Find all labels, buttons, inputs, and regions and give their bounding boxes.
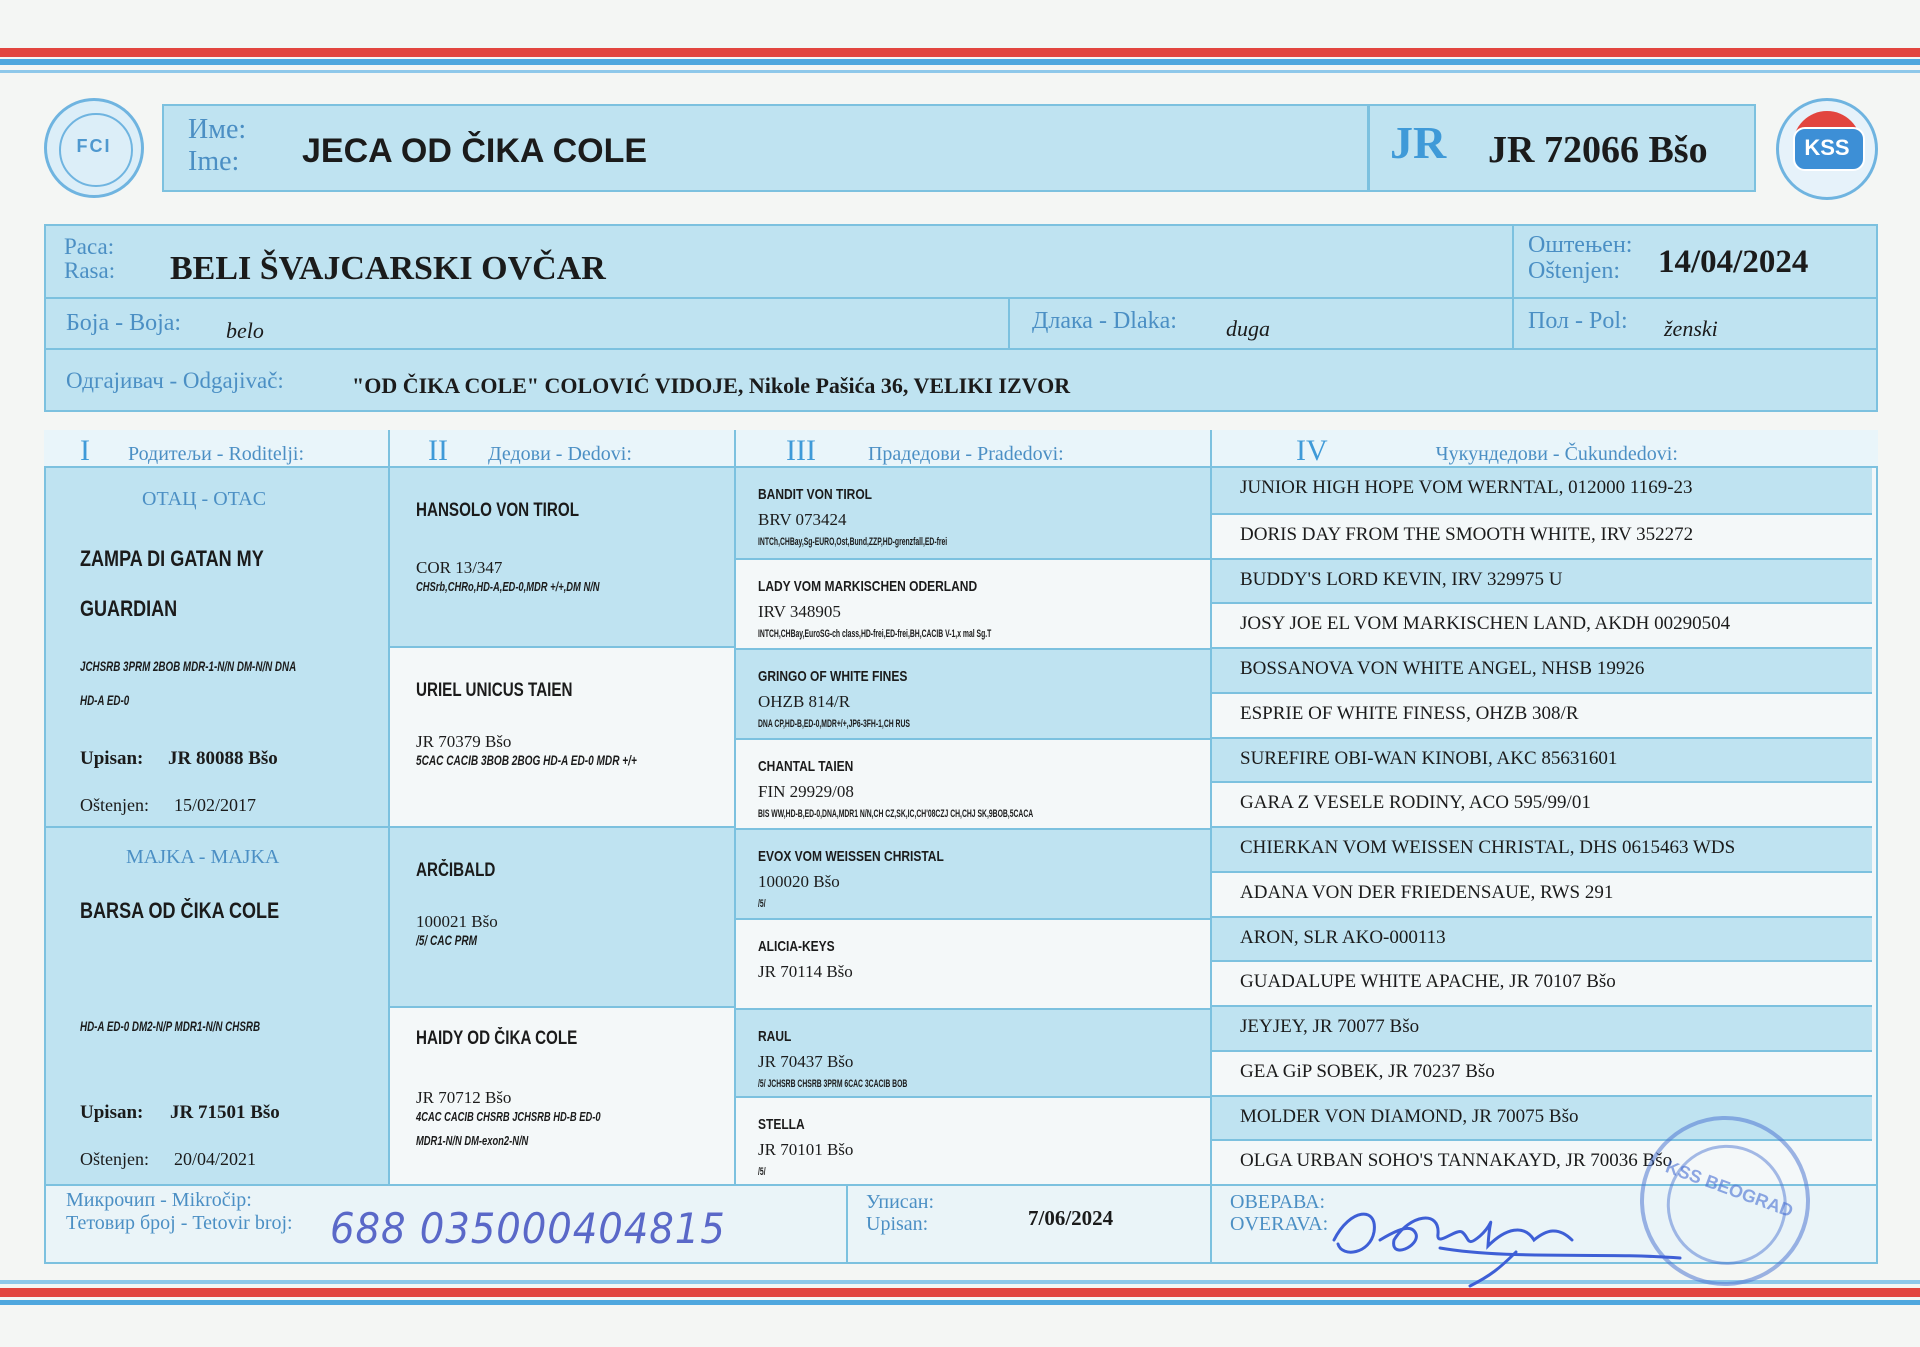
verify-label-lat: OVERAVA: xyxy=(1230,1213,1329,1235)
great-grandparent-cell xyxy=(736,1096,1210,1184)
great-grandparent-titles: INTCH,CHBay,EuroSG-ch class,HD-frei,ED-frei,BH,CACIB V-1,x mal Sg.T xyxy=(758,628,992,640)
great-grandparent-cell xyxy=(736,468,1210,558)
gen-header-1 xyxy=(80,434,304,468)
dam-titles-line xyxy=(80,1018,337,1036)
sire-name-line1 xyxy=(80,546,304,572)
breeder-label: Одгајивач - Odgajivač: xyxy=(66,368,284,393)
great-great-grandparent-row xyxy=(1212,602,1872,647)
dam-upisan-label: Upisan: xyxy=(80,1102,144,1123)
great-great-grandparent-name: JEYJEY, JR 70077 Bšo xyxy=(1240,1016,1420,1037)
great-great-grandparent-name: GEA GiP SOBEK, JR 70237 Bšo xyxy=(1240,1060,1495,1082)
grandparent-1-reg: COR 13/347 xyxy=(416,558,503,577)
breeder-value: "OD ČIKA COLE" COLOVIĆ VIDOJE, Nikole Pašića 36, VELIKI IZVOR xyxy=(352,373,1071,398)
great-grandparent-cell xyxy=(736,738,1210,828)
dam-name-line xyxy=(80,898,323,924)
great-grandparent-reg: BRV 073424 xyxy=(758,510,847,529)
coat-divider xyxy=(1008,297,1010,349)
great-great-grandparent-row xyxy=(1212,1005,1872,1050)
great-grandparent-titles: /5/ xyxy=(758,898,766,910)
grandparent-2-reg: JR 70379 Bšo xyxy=(416,732,512,751)
coat-label: Длака - Dlaka: xyxy=(1032,308,1177,334)
great-great-grandparent-name: BOSSANOVA VON WHITE ANGEL, NHSB 19926 xyxy=(1240,658,1645,679)
born-label-lat: Oštenjen: xyxy=(1528,258,1620,284)
great-great-grandparent-row xyxy=(1212,737,1872,782)
sire-name-line2 xyxy=(80,596,199,622)
great-great-grandparent-name: CHIERKAN VOM WEISSEN CHRISTAL, DHS 0615463 WDS xyxy=(1240,837,1736,858)
top-blue-stripe-thin xyxy=(0,70,1920,73)
sire-born: 15/02/2017 xyxy=(174,795,257,815)
name-label-lat: Ime: xyxy=(188,146,240,177)
grandparent-4-titles: 4CAC CACIB CHSRB JCHSRB HD-B ED-0 xyxy=(416,1109,601,1124)
dam-titles: HD-A ED-0 DM2-N/P MDR1-N/N CHSRB xyxy=(80,1018,261,1034)
great-grandparent-titles: BIS WW,HD-B,ED-0,DNA,MDR1 N/N,CH CZ,SK,IC,CH'08CZJ CH,CHJ SK,9BOB,5CACA xyxy=(758,808,1034,820)
great-great-grandparent-row xyxy=(1212,781,1872,826)
great-grandparent-reg: JR 70114 Bšo xyxy=(758,962,853,981)
footer-divider-2 xyxy=(1210,1184,1212,1264)
gen-header-3 xyxy=(786,434,1064,468)
breed-row-line xyxy=(44,297,1878,299)
great-great-grandparent-name: DORIS DAY FROM THE SMOOTH WHITE, IRV 352272 xyxy=(1240,523,1694,545)
great-great-grandparent-row xyxy=(1212,916,1872,961)
signature xyxy=(1320,1188,1740,1298)
registration-number: JR 72066 Bšo xyxy=(1488,129,1708,171)
great-great-grandparent-row xyxy=(1212,871,1872,916)
dam-name: BARSA OD ČIKA COLE xyxy=(80,898,280,923)
grandparent-1-titles: CHSrb,CHRo,HD-A,ED-0,MDR +/+,DM N/N xyxy=(416,579,600,594)
great-grandparent-reg: 100020 Bšo xyxy=(758,872,840,891)
jr-label: JR xyxy=(1390,117,1447,168)
gen-label-3: Прадедови - Pradedovi: xyxy=(867,443,1064,465)
fci-logo-text: FCI xyxy=(76,136,112,156)
great-great-grandparent-name: ARON, SLR AKO-000113 xyxy=(1240,926,1446,948)
great-grandparent-name: RAUL xyxy=(758,1028,792,1045)
sire-titles-2: HD-A ED-0 xyxy=(80,692,130,708)
great-grandparent-titles: /5/ JCHSRB CHSRB 3PRM 6CAC 3CACIB BOB xyxy=(758,1078,908,1090)
breed-label-lat: Rasa: xyxy=(64,258,116,283)
great-grandparent-cell xyxy=(736,1008,1210,1096)
great-grandparent-name: EVOX VOM WEISSEN CHRISTAL xyxy=(758,848,944,865)
bottom-blue-stripe-2 xyxy=(0,1300,1920,1305)
grandparent-4 xyxy=(416,1028,672,1150)
sire-upisan: JR 80088 Bšo xyxy=(168,748,278,769)
chip-value: 688 035000404815 xyxy=(330,1204,726,1253)
gen-label-4: Чукундедови - Čukundedovi: xyxy=(1435,443,1678,465)
great-great-grandparent-row xyxy=(1212,647,1872,692)
great-grandparent-name: LADY VOM MARKISCHEN ODERLAND xyxy=(758,578,978,595)
grandparent-3-name: ARČIBALD xyxy=(416,860,496,881)
great-great-grandparent-name: ADANA VON DER FRIEDENSAUE, RWS 291 xyxy=(1240,881,1614,903)
great-grandparent-titles: DNA CP,HD-B,ED-0,MDR+/+,JP6-3FH-1,CH RUS xyxy=(758,718,910,730)
grandparent-4-reg: JR 70712 Bšo xyxy=(416,1088,512,1107)
great-great-grandparent-row xyxy=(1212,826,1872,871)
born-label-cyr: Оштењен: xyxy=(1528,232,1633,258)
sire-titles-line2 xyxy=(80,692,150,710)
top-blue-stripe xyxy=(0,59,1920,65)
great-great-grandparent-row xyxy=(1212,1050,1872,1095)
color-label: Боја - Boja: xyxy=(66,310,182,336)
grandparent-divider-1 xyxy=(390,646,734,648)
sire-titles-line1 xyxy=(80,658,389,676)
great-great-grandparent-row xyxy=(1212,513,1872,558)
sire-upisan-label: Upisan: xyxy=(80,748,144,769)
great-grandparent-cell xyxy=(736,918,1210,1008)
great-grandparent-reg: FIN 29929/08 xyxy=(758,782,854,801)
sire-name-1: ZAMPA DI GATAN MY xyxy=(80,546,264,571)
breed-label-cyr: Раса: xyxy=(64,234,115,259)
great-grandparent-cell xyxy=(736,648,1210,738)
entered-label-lat: Upisan: xyxy=(866,1213,929,1235)
kss-stamp-text: KSS BEOGRAD xyxy=(1663,1156,1796,1222)
great-great-grandparent-name: OLGA URBAN SOHO'S TANNAKAYD, JR 70036 Bšo xyxy=(1240,1150,1673,1172)
dam-born: 20/04/2021 xyxy=(174,1149,257,1169)
sex-value: ženski xyxy=(1664,316,1718,341)
parent-divider xyxy=(44,826,390,828)
great-great-grandparent-name: ESPRIE OF WHITE FINESS, OHZB 308/R xyxy=(1240,702,1579,724)
great-great-grandparent-name: GUADALUPE WHITE APACHE, JR 70107 Bšo xyxy=(1240,971,1616,993)
dog-name: JECA OD ČIKA COLE xyxy=(302,132,648,170)
great-grandparent-name: BANDIT VON TIROL xyxy=(758,486,872,503)
great-grandparent-reg: JR 70437 Bšo xyxy=(758,1052,854,1071)
great-great-grandparent-row xyxy=(1212,468,1872,513)
sire-name-2: GUARDIAN xyxy=(80,596,178,621)
great-grandparent-titles: INTCh,CHBay,Sg-EURO,Ost,Bund,ZZP,HD-grenzfall,ED-frei xyxy=(758,536,948,548)
grandparent-2-name: URIEL UNICUS TAIEN xyxy=(416,680,573,701)
born-value: 14/04/2024 xyxy=(1658,244,1809,280)
gen-label-2: Дедови - Dedovi: xyxy=(487,443,632,465)
great-grandparent-cell xyxy=(736,558,1210,648)
great-great-grandparent-name: BUDDY'S LORD KEVIN, IRV 329975 U xyxy=(1240,568,1563,590)
grandparent-4-name: HAIDY OD ČIKA COLE xyxy=(416,1028,578,1049)
gen-num-4: IV xyxy=(1296,434,1328,467)
great-grandparent-name: GRINGO OF WHITE FINES xyxy=(758,668,908,685)
great-grandparent-reg: OHZB 814/R xyxy=(758,692,851,711)
footer-divider-1 xyxy=(846,1184,848,1264)
great-great-grandparent-row xyxy=(1212,692,1872,737)
entered-date: 7/06/2024 xyxy=(1028,1206,1114,1230)
grandparent-divider-2 xyxy=(390,826,734,828)
fci-logo xyxy=(44,98,144,198)
great-grandparent-titles: /5/ xyxy=(758,1166,766,1178)
great-great-grandparent-name: JUNIOR HIGH HOPE VOM WERNTAL, 012000 1169-23 xyxy=(1240,477,1693,498)
entered-label-cyr: Уписан: xyxy=(866,1191,935,1213)
grandparent-2-titles: 5CAC CACIB 3BOB 2BOG HD-A ED-0 MDR +/+ xyxy=(416,752,637,768)
kss-logo-text: KSS xyxy=(1804,135,1850,160)
born-divider xyxy=(1512,224,1514,349)
sire-born-label: Oštenjen: xyxy=(80,795,149,815)
great-grandparent-name: STELLA xyxy=(758,1116,805,1133)
name-label-cyr: Име: xyxy=(188,114,247,145)
breed-value: BELI ŠVAJCARSKI OVČAR xyxy=(170,250,606,287)
kss-logo xyxy=(1776,98,1878,200)
great-grandparent-name: CHANTAL TAIEN xyxy=(758,758,854,775)
grandparent-1-name: HANSOLO VON TIROL xyxy=(416,500,579,521)
color-value: belo xyxy=(226,318,264,343)
gen-num-3: III xyxy=(786,434,816,467)
verify-label-cyr: ОВЕРАВА: xyxy=(1230,1191,1326,1213)
great-great-grandparent-row xyxy=(1212,558,1872,603)
tattoo-label: Тетовир број - Tetovir broj: xyxy=(66,1212,293,1234)
great-great-grandparent-row xyxy=(1212,960,1872,1005)
gen-label-1: Родитељи - Roditelji: xyxy=(128,443,305,465)
top-red-stripe xyxy=(0,48,1920,57)
grandparent-4-titles-2: MDR1-N/N DM-exon2-N/N xyxy=(416,1133,529,1148)
dam-title: MAJKA - MAJKA xyxy=(126,846,280,868)
great-great-grandparent-name: MOLDER VON DIAMOND, JR 70075 Bšo xyxy=(1240,1105,1579,1127)
great-great-grandparent-name: SUREFIRE OBI-WAN KINOBI, AKC 85631601 xyxy=(1240,747,1618,769)
gen-header-4 xyxy=(1296,434,1678,468)
col-divider-1 xyxy=(388,430,390,1184)
sire-title: ОТАЦ - OTAC xyxy=(142,488,267,510)
great-grandparent-reg: JR 70101 Bšo xyxy=(758,1140,854,1159)
grandparent-divider-3 xyxy=(390,1006,734,1008)
sire-titles-1: JCHSRB 3PRM 2BOB MDR-1-N/N DM-N/N DNA xyxy=(80,658,297,674)
grandparent-3-titles: /5/ CAC PRM xyxy=(416,932,478,948)
gen-num-1: I xyxy=(80,434,90,467)
dam-upisan: JR 71501 Bšo xyxy=(170,1102,280,1123)
grandparent-3-reg: 100021 Bšo xyxy=(416,912,498,931)
color-row-line xyxy=(44,348,1878,350)
gen-num-2: II xyxy=(428,434,448,467)
dam-born-label: Oštenjen: xyxy=(80,1149,149,1169)
grandparent-2 xyxy=(416,680,723,770)
great-grandparent-cell xyxy=(736,828,1210,918)
gen-header-2 xyxy=(428,434,632,468)
great-grandparent-reg: IRV 348905 xyxy=(758,602,841,621)
great-grandparent-name: ALICIA-KEYS xyxy=(758,938,835,955)
grandparent-3 xyxy=(416,860,515,950)
great-great-grandparent-name: JOSY JOE EL VOM MARKISCHEN LAND, AKDH 00290504 xyxy=(1240,613,1731,635)
chip-label: Микрочип - Mikročip: xyxy=(66,1189,252,1211)
coat-value: duga xyxy=(1226,316,1270,341)
great-great-grandparent-name: GARA Z VESELE RODINY, ACO 595/99/01 xyxy=(1240,792,1591,814)
sex-label: Пол - Pol: xyxy=(1528,308,1628,334)
grandparent-1 xyxy=(416,500,671,596)
